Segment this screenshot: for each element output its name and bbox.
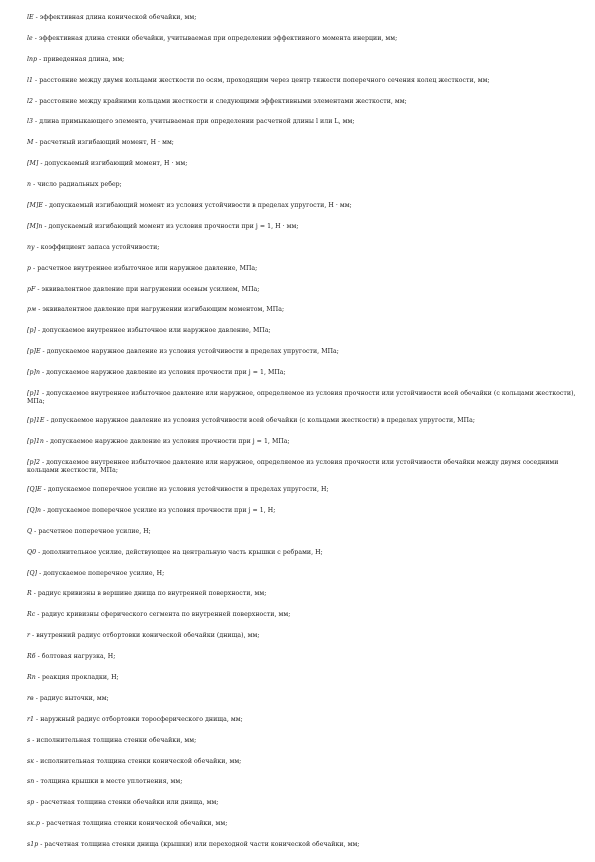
notation-entry [27, 570, 577, 578]
notation-description: - расчетное внутреннее избыточное или наружное давление, МПа; [33, 264, 258, 272]
notation-description: - эквивалентное давление при нагружении изгибающим моментом, МПа; [38, 306, 285, 314]
notation-symbol: sп [27, 778, 35, 786]
notation-entry [27, 118, 577, 126]
notation-description: - наружный радиус отбортовки торосферического днища, мм; [36, 715, 243, 723]
notation-symbol: [p]1п [27, 438, 44, 446]
notation-symbol: s [27, 736, 31, 744]
notation-symbol: [p]E [27, 348, 41, 356]
notation-description: - коэффициент запаса устойчивости; [36, 243, 160, 251]
notation-entry [27, 202, 577, 210]
notation-entry [27, 244, 577, 252]
notation-symbol: pм [27, 306, 37, 314]
notation-description: - расстояние между двумя кольцами жесткости по осям, проходящим через центр тяжести поперечного сечения колец жесткости, мм; [35, 76, 490, 84]
notation-entry [27, 265, 577, 273]
notation-description: - исполнительная толщина стенки конической обечайки, мм; [36, 757, 242, 765]
notation-description: - эквивалентное давление при нагружении осевым усилием, МПа; [37, 285, 260, 293]
notation-symbol: r1 [27, 715, 34, 723]
notation-description: - внутренний радиус отбортовки конической обечайки (днища), мм; [32, 632, 260, 640]
notation-symbol: n [27, 181, 32, 189]
notation-description: - расчетное поперечное усилие, Н; [34, 527, 151, 535]
notation-entry [27, 799, 577, 807]
notation-entry [27, 590, 577, 598]
notation-description: - исполнительная толщина стенки обечайки, мм; [32, 736, 197, 744]
notation-description: - приведенная длина, мм; [39, 55, 125, 63]
notation-entry [27, 653, 577, 661]
notation-entry [27, 486, 577, 494]
notation-entry [27, 820, 577, 828]
notation-symbol: [Q] [27, 569, 38, 577]
notation-symbol: [Q]E [27, 486, 42, 493]
notation-symbol: l3 [27, 118, 34, 126]
notation-entry [27, 181, 577, 189]
notation-symbol: [p]1E [27, 417, 45, 425]
notation-entry [27, 223, 577, 231]
notation-description: - допускаемое наружное давление из условия прочности при j = 1, МПа; [42, 369, 286, 377]
notation-symbol: s1р [27, 841, 39, 849]
notation-entry [27, 77, 577, 85]
notation-entry [27, 758, 577, 766]
notation-description: - эффективная длина стенки обечайки, учитываемая при определении эффективного момента инерции, мм; [34, 34, 398, 42]
notation-description: - допускаемое внутреннее избыточное давление или наружное, определяемое из условия прочности или устойчивости всей обечайки (с кольцами жесткости), МПа; [27, 390, 576, 406]
notation-symbol: [M]E [27, 202, 43, 210]
notation-symbol: [Q]п [27, 506, 42, 514]
notation-symbol: Q0 [27, 548, 37, 556]
notation-entry [27, 695, 577, 703]
notation-entry [27, 549, 577, 557]
notation-entry [27, 528, 577, 536]
notation-symbol: lпр [27, 55, 38, 63]
notation-description: - допускаемый изгибающий момент из условия устойчивости в пределах упругости, Н · мм; [44, 202, 352, 210]
notation-description: - расчетная толщина стенки обечайки или днища, мм; [36, 799, 219, 807]
notation-symbol: l1 [27, 76, 34, 84]
notation-symbol: pF [27, 285, 36, 293]
notation-description: - допускаемое внутреннее избыточное или наружное давление, МПа; [37, 327, 271, 335]
notation-entry [27, 417, 577, 425]
notation-description: - число радиальных ребер; [33, 181, 122, 189]
notation-description: - расчетный изгибающий момент, Н · мм; [35, 139, 174, 147]
notation-symbol: [p] [27, 327, 36, 335]
notation-symbol: sр [27, 799, 35, 807]
notation-symbol: r [27, 632, 31, 640]
notation-description: - радиус выточки, мм; [35, 694, 109, 702]
notation-entry [27, 306, 577, 314]
notation-symbol: Rб [27, 653, 36, 661]
notation-description: - допускаемое внутреннее избыточное давление или наружное, определяемое из условия прочности или устойчивости обечайки между двумя соседними кольцами жесткости, МПа; [27, 458, 559, 475]
notation-entry [27, 716, 577, 724]
notation-description: - длина примыкающего элемента, учитываемая при определении расчетной длины l или L, мм; [35, 118, 355, 126]
notation-symbol: rв [27, 694, 34, 702]
notation-entry [27, 438, 577, 446]
notation-symbol: R [27, 590, 32, 598]
notation-description: - эффективная длина конической обечайки, мм; [35, 14, 197, 21]
notation-list [27, 14, 577, 862]
notation-symbol: [p]п [27, 369, 40, 377]
notation-entry [27, 369, 577, 377]
notation-entry [27, 737, 577, 745]
notation-entry [27, 35, 577, 43]
notation-description: - реакция прокладки, Н; [37, 674, 119, 682]
notation-symbol: le [27, 34, 33, 42]
notation-symbol: [p]1 [27, 390, 40, 398]
notation-symbol: ny [27, 243, 35, 251]
notation-entry [27, 327, 577, 335]
notation-description: - дополнительное усилие, действующее на центральную часть крышки с ребрами, Н; [38, 548, 323, 556]
notation-entry [27, 841, 577, 849]
notation-entry [27, 139, 577, 147]
notation-description: - допускаемое поперечное усилие, Н; [39, 569, 165, 577]
notation-description: - допускаемое наружное давление из условия прочности при j = 1, МПа; [46, 438, 290, 446]
notation-description: - расчетная толщина стенки конической обечайки, мм; [42, 820, 228, 828]
notation-entry [27, 390, 577, 407]
notation-entry [27, 160, 577, 168]
notation-description: - радиус кривизны сферического сегмента по внутренней поверхности, мм; [37, 611, 291, 619]
notation-entry [27, 348, 577, 356]
notation-description: - радиус кривизны в вершине днища по внутренней поверхности, мм; [33, 590, 267, 598]
notation-symbol: l2 [27, 97, 34, 105]
notation-symbol: sк.р [27, 820, 40, 828]
notation-entry [27, 286, 577, 294]
notation-symbol: p [27, 264, 32, 272]
notation-description: - допускаемое наружное давление из условия устойчивости всей обечайки (с кольцами жесткости) в пределах упругости, МПа; [46, 417, 475, 425]
notation-entry [27, 632, 577, 640]
notation-symbol: M [27, 139, 34, 147]
notation-description: - допускаемый изгибающий момент из условия прочности при j = 1, Н · мм; [44, 222, 299, 230]
notation-symbol: Rс [27, 611, 36, 619]
notation-entry [27, 507, 577, 515]
notation-entry [27, 459, 577, 476]
notation-symbol: Rп [27, 674, 36, 682]
notation-description: - расстояние между крайними кольцами жесткости и следующими эффективными элементами жесткости, мм; [35, 97, 407, 105]
notation-entry [27, 98, 577, 106]
notation-description: - болтовая нагрузка, Н; [37, 653, 116, 661]
notation-description: - допускаемое наружное давление из условия устойчивости в пределах упругости, МПа; [42, 348, 339, 356]
notation-description: - толщина крышки в месте уплотнения, мм; [36, 778, 183, 786]
notation-symbol: [p]2 [27, 458, 40, 466]
notation-description: - допускаемое поперечное усилие из условия прочности при j = 1, Н; [43, 506, 276, 514]
notation-symbol: [M] [27, 160, 39, 168]
notation-description: - допускаемый изгибающий момент, Н · мм; [40, 160, 188, 168]
notation-entry [27, 778, 577, 786]
notation-entry [27, 14, 577, 22]
notation-entry [27, 56, 577, 64]
notation-description: - допускаемое поперечное усилие из условия устойчивости в пределах упругости, Н; [43, 486, 329, 493]
notation-description: - расчетная толщина стенки днища (крышки) или переходной части конической обечайки, мм; [40, 841, 360, 849]
notation-symbol: lE [27, 14, 34, 21]
notation-symbol: Q [27, 527, 33, 535]
notation-symbol: [M]п [27, 222, 43, 230]
notation-symbol: sк [27, 757, 34, 765]
notation-entry [27, 674, 577, 682]
notation-entry [27, 611, 577, 619]
